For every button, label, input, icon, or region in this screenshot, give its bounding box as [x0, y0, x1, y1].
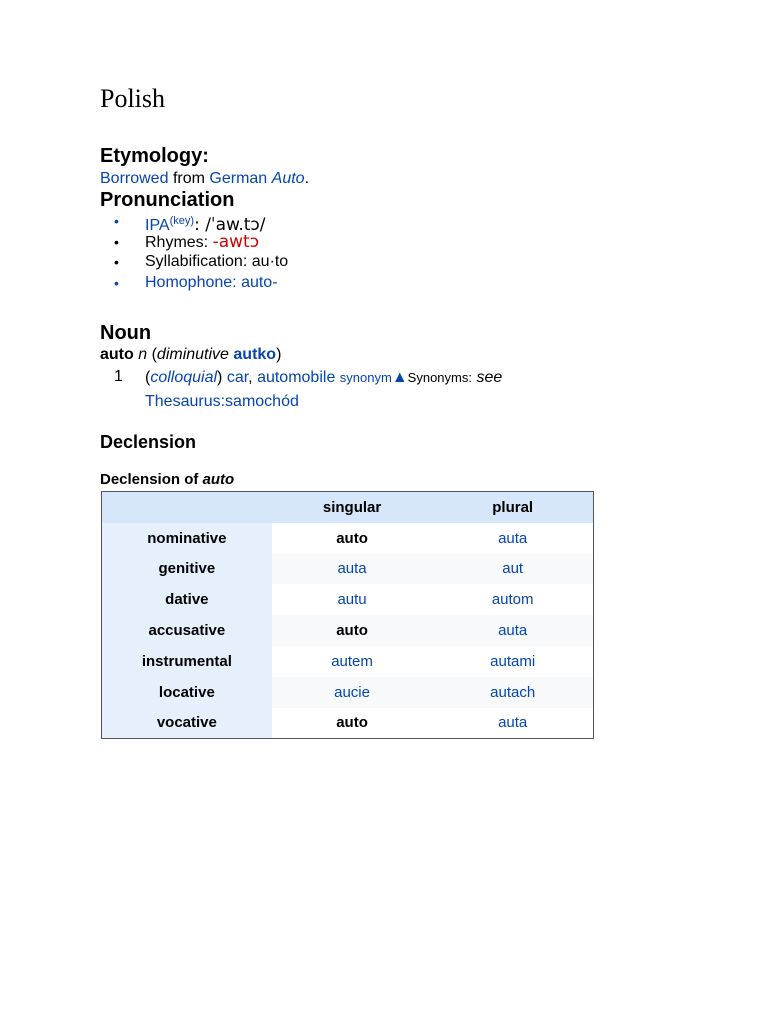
case-label: genitive [102, 554, 272, 585]
ipa-transcription: : /ˈaw.tɔ/ [194, 215, 266, 235]
declension-table [101, 491, 594, 739]
headword-line: auto n (diminutive autko) [100, 346, 282, 363]
bullet-icon: • [114, 274, 119, 291]
case-label: accusative [102, 615, 272, 646]
colloquial-link[interactable]: colloquial [150, 369, 218, 386]
case-label: instrumental [102, 646, 272, 677]
synonyms-label: Synonyms: [407, 370, 472, 385]
table-row [102, 677, 594, 708]
automobile-link[interactable]: automobile [257, 369, 336, 386]
form-link[interactable]: autach [432, 677, 593, 708]
form-link[interactable]: auta [272, 554, 433, 585]
german-link[interactable]: German [209, 170, 268, 187]
list-item-syllabification [100, 252, 288, 273]
form-cell: auto [336, 529, 368, 547]
table-row [102, 584, 594, 615]
ipa-key-link[interactable]: (key) [169, 215, 195, 227]
list-item-homophone: • Homophone: auto- [114, 273, 278, 291]
table-row [102, 554, 594, 585]
syllabification-text: Syllabification: au·to [145, 253, 289, 270]
list-item-rhymes [100, 232, 288, 253]
column-header-plural: plural [432, 492, 593, 523]
noun-heading: Noun [100, 322, 152, 344]
table-row [102, 615, 594, 646]
table-header-row [102, 492, 594, 523]
gender-label: n [138, 346, 148, 363]
list-item-ipa [100, 211, 288, 235]
table-row [102, 523, 594, 554]
definition-number: 1 [114, 368, 123, 385]
homophone-link[interactable]: auto- [241, 273, 278, 291]
form-link[interactable]: autom [491, 591, 534, 609]
column-header [102, 492, 272, 523]
synonym-tag-link[interactable]: synonym [339, 370, 392, 385]
definition-text: (colloquial) car, automobile synonym▲Synonyms: see Thesaurus:samochód [145, 369, 503, 410]
rhymes-label: Rhymes: [145, 233, 213, 251]
see-label: see [476, 369, 503, 386]
form-link[interactable]: autem [331, 652, 373, 670]
triangle-up-icon[interactable]: ▲ [391, 369, 408, 386]
form-link[interactable]: auta [498, 529, 528, 547]
diminutive-label: diminutive [156, 346, 229, 363]
form-link[interactable]: auta [432, 615, 593, 646]
form-cell: auto [336, 714, 368, 732]
car-link[interactable]: car [226, 369, 249, 386]
headword: auto [100, 346, 134, 363]
column-header-singular: singular [272, 492, 433, 523]
language-title: Polish [100, 84, 166, 113]
form-link[interactable]: auta [498, 714, 528, 732]
from-text: from [172, 170, 205, 187]
borrowed-link[interactable]: Borrowed [100, 170, 169, 187]
form-cell: auto [272, 615, 433, 646]
bullet-icon: • [114, 233, 119, 250]
etymology-text: Borrowed from German Auto. [100, 170, 310, 187]
table-row [102, 708, 594, 739]
etymology-heading: Etymology: [100, 145, 209, 167]
pronunciation-list [100, 211, 288, 293]
ipa-link[interactable]: IPA [145, 217, 170, 234]
pronunciation-heading: Pronunciation [100, 189, 235, 211]
case-label: nominative [102, 523, 272, 554]
homophone-label-link[interactable]: Homophone [145, 273, 233, 291]
case-label: vocative [102, 708, 272, 739]
case-label: dative [102, 584, 272, 615]
thesaurus-link[interactable]: Thesaurus:samochód [145, 393, 299, 410]
bullet-icon: • [114, 254, 119, 270]
form-link[interactable]: aut [432, 554, 593, 585]
bullet-icon: • [114, 213, 119, 229]
diminutive-link[interactable]: autko [233, 346, 277, 363]
form-link[interactable]: aucie [272, 677, 433, 708]
auto-german-link[interactable]: Auto [271, 170, 305, 187]
form-link[interactable]: autu [337, 591, 367, 609]
rhymes-link[interactable]: -awtɔ [212, 231, 260, 252]
form-link[interactable]: autami [490, 652, 536, 670]
table-caption: Declension of auto [100, 471, 235, 488]
case-label: locative [102, 677, 272, 708]
table-row [102, 646, 594, 677]
declension-heading: Declension [100, 432, 197, 452]
